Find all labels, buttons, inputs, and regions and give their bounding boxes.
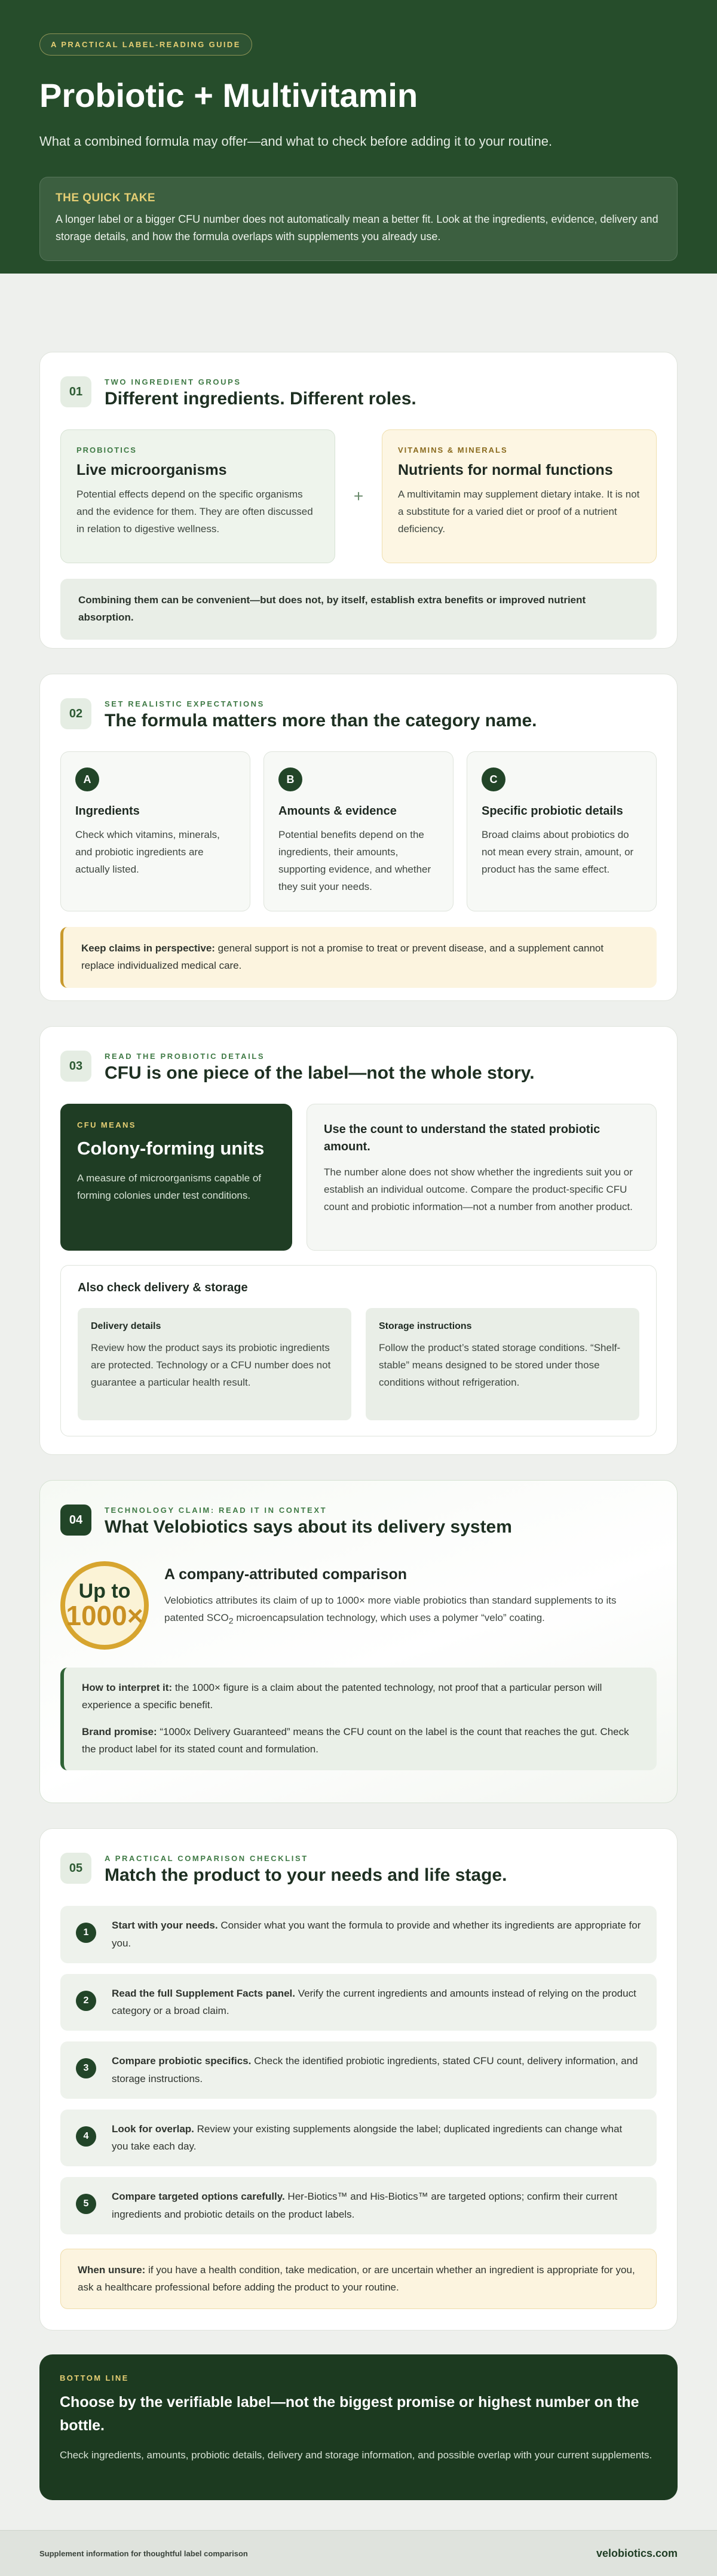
comparison-text: [164, 1592, 657, 1629]
section-title: Different ingredients. Different roles.: [105, 389, 416, 409]
checklist-number: 3: [76, 2058, 96, 2078]
checklist-number: 4: [76, 2126, 96, 2147]
claims-note-text: general support is not a promise to treat or prevent disease, and a supplement cannot replace individualized medical care.: [81, 942, 604, 971]
section-title: CFU is one piece of the label—not the whole story.: [105, 1063, 535, 1083]
probiotics-card: [60, 429, 335, 563]
letter-badge: B: [278, 767, 302, 791]
vitamins-text: A multivitamin may supplement dietary intake. It is not a substitute for a varied diet or proof of a nutrient deficiency.: [398, 489, 640, 535]
checklist-item: [60, 2177, 657, 2234]
expectation-text: Broad claims about probiotics do not mean every strain, amount, or product has the same effect.: [482, 829, 634, 875]
bottom-line: [39, 2354, 678, 2500]
vitamins-card: [382, 429, 657, 563]
comparison-text-a: Velobiotics attributes its claim of up to 1000× more viable probiotics than standard supplements to its patented SCO: [164, 1595, 617, 1624]
quick-take-title: THE QUICK TAKE: [56, 191, 156, 204]
section-eyebrow: SET REALISTIC EXPECTATIONS: [105, 699, 265, 708]
expectation-title: Amounts & evidence: [278, 805, 397, 818]
checklist-text: [112, 2188, 641, 2224]
section-technology-claim: [39, 1480, 678, 1803]
delivery-storage-title: Also check delivery & storage: [78, 1281, 248, 1294]
checklist-item: [60, 1974, 657, 2031]
claims-note: [60, 927, 657, 988]
cfu-row: [60, 1104, 657, 1251]
checklist-item: [60, 2110, 657, 2167]
vitamins-title: Nutrients for normal functions: [398, 462, 613, 478]
checklist-detail: Check the identified probiotic ingredients, stated CFU count, delivery information, and storage instructions.: [112, 2055, 638, 2084]
cfu-tag: CFU MEANS: [77, 1120, 136, 1129]
cfu-title: Colony-forming units: [77, 1138, 265, 1159]
section-header: [60, 1853, 657, 1886]
brand-promise-note: [82, 1724, 639, 1758]
checklist-number: 2: [76, 1991, 96, 2011]
probiotics-title: Live microorganisms: [76, 462, 227, 478]
when-unsure-note: [60, 2249, 657, 2310]
section-number: 02: [60, 698, 91, 729]
claim-badge-value: 1000×: [66, 1599, 143, 1631]
checklist-text: [112, 2120, 641, 2156]
footer: [0, 2530, 717, 2576]
expectation-card: [263, 751, 454, 911]
delivery-details-text: Review how the product says its probiotic ingredients are protected. Technology or a CFU number does not guarantee a particular health result.: [91, 1342, 331, 1389]
section-eyebrow: READ THE PROBIOTIC DETAILS: [105, 1052, 265, 1061]
section-number: 04: [60, 1505, 91, 1536]
checklist: [60, 1906, 657, 2234]
bottom-line-text: Check ingredients, amounts, probiotic details, delivery and storage information, and possible overlap with your current supplements.: [60, 2449, 652, 2461]
checklist-detail: Verify the current ingredients and amounts instead of relying on the product category or a broad claim.: [112, 1987, 636, 2017]
expectation-card: [60, 751, 250, 911]
plus-icon: +: [353, 487, 364, 505]
count-text: The number alone does not show whether the ingredients suit you or establish an individual outcome. Compare the product-specific CFU count and probiotic information—not a number from another product.: [324, 1166, 633, 1212]
page-title: Probiotic + Multivitamin: [39, 76, 418, 114]
cfu-definition-card: [60, 1104, 292, 1251]
interpretation-box: [60, 1668, 657, 1770]
vitamins-tag: VITAMINS & MINERALS: [398, 446, 508, 455]
expectation-cards: [60, 751, 657, 911]
checklist-item: [60, 2041, 657, 2099]
comparison-subscript: 2: [228, 1616, 234, 1626]
section-ingredient-groups: [39, 352, 678, 649]
storage-instructions-text: Follow the product’s stated storage conditions. “Shelf-stable” means designed to be stored under those conditions without refrigeration.: [379, 1342, 621, 1389]
count-card: [307, 1104, 657, 1251]
section-header: [60, 1505, 657, 1537]
storage-instructions-title: Storage instructions: [379, 1321, 472, 1331]
section-header: [60, 376, 657, 409]
section-title: The formula matters more than the category name.: [105, 711, 537, 730]
section-number: 05: [60, 1853, 91, 1884]
expectation-text: Potential benefits depend on the ingredients, their amounts, supporting evidence, and whether they suit your needs.: [278, 829, 431, 892]
section-header: [60, 698, 657, 731]
section-eyebrow: A PRACTICAL COMPARISON CHECKLIST: [105, 1854, 308, 1863]
hero-eyebrow: A PRACTICAL LABEL-READING GUIDE: [39, 33, 252, 56]
comparison-text-b: microencapsulation technology, which uses a polymer “velo” coating.: [233, 1612, 545, 1624]
checklist-number: 1: [76, 1923, 96, 1943]
section-expectations: [39, 674, 678, 1001]
claim-badge-prefix: Up to: [78, 1579, 131, 1602]
checklist-label: Compare probiotic specifics.: [112, 2055, 252, 2067]
section-number: 03: [60, 1051, 91, 1082]
hero: [0, 0, 717, 274]
expectation-title: Ingredients: [75, 805, 140, 818]
checklist-text: [112, 1985, 641, 2021]
section-checklist: [39, 1828, 678, 2331]
letter-badge: C: [482, 767, 505, 791]
quick-take: [39, 177, 678, 261]
section-eyebrow: TWO INGREDIENT GROUPS: [105, 377, 241, 386]
quick-take-text: A longer label or a bigger CFU number does not automatically mean a better fit. Look at the ingredients, evidence, delivery and storage details, and how the formula overlaps with supplements you already use.: [56, 213, 658, 243]
checklist-label: Read the full Supplement Facts panel.: [112, 1987, 295, 1999]
cfu-text: A measure of microorganisms capable of forming colonies under test conditions.: [77, 1172, 262, 1201]
bottom-line-tag: BOTTOM LINE: [60, 2374, 129, 2382]
section-eyebrow: TECHNOLOGY CLAIM: READ IT IN CONTEXT: [105, 1506, 327, 1515]
delivery-details-box: [78, 1308, 351, 1420]
checklist-detail: Review your existing supplements alongside the label; duplicated ingredients can change what you take each day.: [112, 2123, 623, 2153]
when-unsure-text: if you have a health condition, take medication, or are uncertain whether an ingredient is appropriate for you, ask a healthcare professional before adding the product to your routine.: [78, 2264, 635, 2293]
ingredient-groups: [60, 429, 657, 563]
expectation-title: Specific probiotic details: [482, 805, 623, 818]
checklist-label: Look for overlap.: [112, 2123, 194, 2135]
probiotics-text: Potential effects depend on the specific organisms and the evidence for them. They are often discussed in relation to digestive wellness.: [76, 489, 313, 535]
interpretation-label: How to interpret it:: [82, 1682, 173, 1693]
section-number: 01: [60, 376, 91, 407]
when-unsure-label: When unsure:: [78, 2264, 146, 2276]
expectation-text: Check which vitamins, minerals, and probiotic ingredients are actually listed.: [75, 829, 220, 875]
footer-site-link[interactable]: velobiotics.com: [596, 2547, 678, 2559]
claim-badge: [60, 1561, 149, 1650]
comparison-title: A company-attributed comparison: [164, 1566, 407, 1583]
checklist-detail: Consider what you want the formula to provide and whether its ingredients are appropriate for you.: [112, 1920, 641, 1949]
section-probiotic-details: [39, 1026, 678, 1455]
claim-row: [60, 1561, 657, 1650]
storage-instructions-box: [366, 1308, 639, 1420]
brand-promise-text: “1000x Delivery Guaranteed” means the CFU count on the label is the count that reaches the gut. Check the product label for its stated count and formulation.: [82, 1725, 629, 1755]
interpretation-text: the 1000× figure is a claim about the patented technology, not proof that a particular person will experience a specific benefit.: [82, 1682, 602, 1711]
checklist-label: Compare targeted options carefully.: [112, 2191, 285, 2202]
checklist-text: [112, 1917, 641, 1952]
footer-note: Supplement information for thoughtful label comparison: [39, 2549, 248, 2558]
count-title: Use the count to understand the stated probiotic amount.: [324, 1123, 600, 1153]
brand-promise-label: Brand promise:: [82, 1725, 157, 1737]
combination-note: Combining them can be convenient—but does not, by itself, establish extra benefits or improved nutrient absorption.: [60, 579, 657, 640]
section-title: What Velobiotics says about its delivery system: [105, 1517, 512, 1537]
letter-badge: A: [75, 767, 99, 791]
delivery-storage-panel: [60, 1265, 657, 1436]
checklist-text: [112, 2052, 641, 2088]
probiotics-tag: PROBIOTICS: [76, 446, 137, 455]
checklist-item: [60, 1906, 657, 1963]
expectation-card: [467, 751, 657, 911]
checklist-number: 5: [76, 2194, 96, 2214]
delivery-details-title: Delivery details: [91, 1321, 161, 1331]
section-header: [60, 1051, 657, 1083]
interpretation-note: [82, 1680, 639, 1714]
section-title: Match the product to your needs and life stage.: [105, 1865, 507, 1885]
checklist-label: Start with your needs.: [112, 1920, 218, 1931]
claims-note-label: Keep claims in perspective:: [81, 942, 215, 954]
hero-subtitle: What a combined formula may offer—and what to check before adding it to your routine.: [39, 133, 553, 149]
bottom-line-title: Choose by the verifiable label—not the biggest promise or highest number on the bottle.: [60, 2394, 639, 2434]
checklist-detail: Her-Biotics™ and His-Biotics™ are targeted options; confirm their current ingredients and probiotic details on the product labels.: [112, 2191, 618, 2220]
